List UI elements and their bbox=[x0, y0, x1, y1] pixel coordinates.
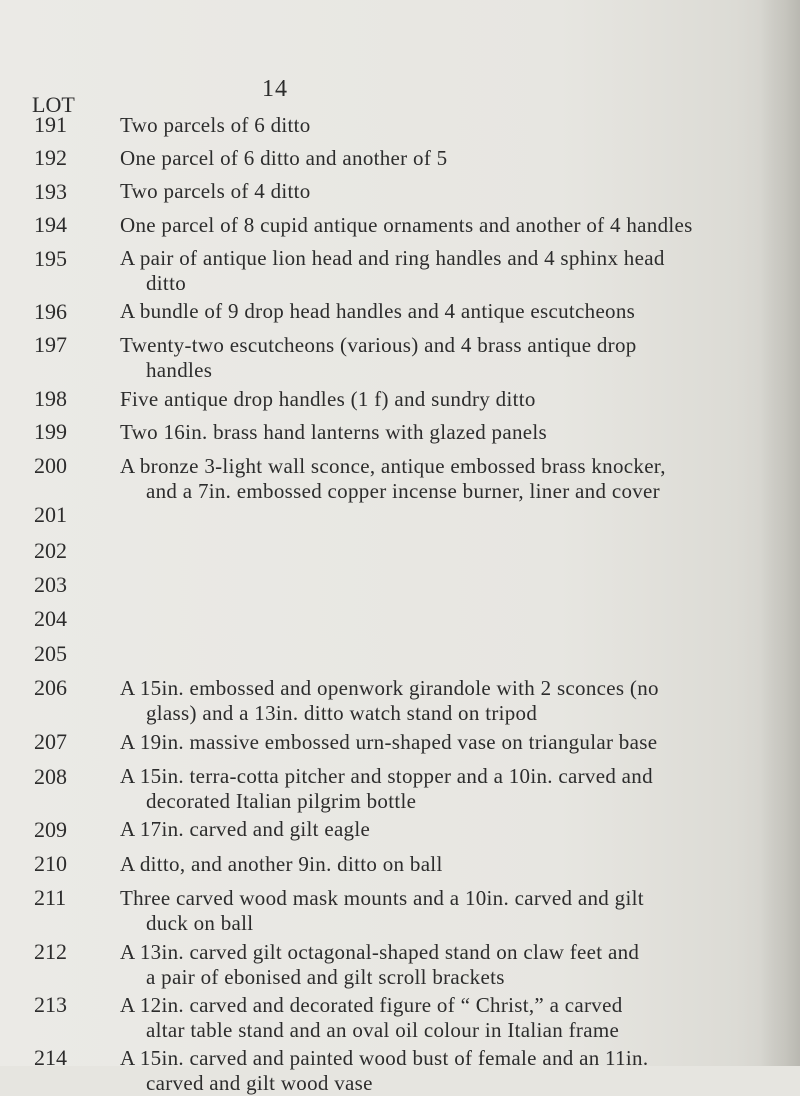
page-edge bbox=[760, 0, 800, 1066]
lot-number: 209 bbox=[34, 817, 67, 842]
lot-description bbox=[120, 676, 760, 726]
lot-number: 192 bbox=[34, 145, 67, 170]
lot-number: 200 bbox=[34, 453, 67, 478]
description-line: and a 7in. embossed copper incense burner, liner and cover bbox=[146, 479, 660, 503]
lot-description bbox=[120, 333, 760, 383]
lot-description bbox=[120, 146, 760, 171]
lot-number: 208 bbox=[34, 764, 67, 789]
lot-number: 199 bbox=[34, 419, 67, 444]
description-line: A bundle of 9 drop head handles and 4 antique escutcheons bbox=[120, 299, 636, 323]
description-line: A 15in. terra-cotta pitcher and stopper and a 10in. carved and bbox=[120, 764, 653, 788]
description-line: Two 16in. brass hand lanterns with glazed panels bbox=[120, 420, 547, 444]
lot-number: 205 bbox=[34, 641, 67, 666]
lot-number: 213 bbox=[34, 992, 67, 1017]
description-line: Five antique drop handles (1 f) and sundry ditto bbox=[120, 387, 536, 411]
description-line: Two parcels of 6 ditto bbox=[120, 113, 311, 137]
lot-number: 207 bbox=[34, 729, 67, 754]
description-line: duck on ball bbox=[146, 911, 254, 935]
description-line: glass) and a 13in. ditto watch stand on tripod bbox=[146, 701, 538, 725]
description-line: carved and gilt wood vase bbox=[146, 1071, 373, 1095]
description-line: A 15in. carved and painted wood bust of female and an 11in. bbox=[120, 1046, 649, 1070]
lot-number: 204 bbox=[34, 606, 67, 631]
description-line: A 15in. embossed and openwork girandole with 2 sconces (no bbox=[120, 676, 659, 700]
lot-number: 212 bbox=[34, 939, 67, 964]
description-line: altar table stand and an oval oil colour in Italian frame bbox=[146, 1018, 620, 1042]
lot-description bbox=[120, 730, 760, 755]
lot-description bbox=[120, 299, 760, 324]
lot-description bbox=[120, 213, 760, 238]
lot-description bbox=[120, 420, 760, 445]
lot-number: 211 bbox=[34, 885, 67, 910]
lot-description bbox=[120, 886, 760, 936]
lot-number: 198 bbox=[34, 386, 67, 411]
lot-description bbox=[120, 817, 760, 842]
lot-description bbox=[120, 852, 760, 877]
lot-number: 202 bbox=[34, 538, 67, 563]
lot-number: 193 bbox=[34, 179, 67, 204]
description-line: Two parcels of 4 ditto bbox=[120, 179, 311, 203]
description-line: handles bbox=[146, 358, 213, 382]
description-line: A 13in. carved gilt octagonal-shaped stand on claw feet and bbox=[120, 940, 640, 964]
description-line: A ditto, and another 9in. ditto on ball bbox=[120, 852, 443, 876]
description-line: A 19in. massive embossed urn-shaped vase on triangular base bbox=[120, 730, 658, 754]
lot-number: 214 bbox=[34, 1045, 67, 1070]
lot-description bbox=[120, 454, 760, 504]
lot-number: 206 bbox=[34, 675, 67, 700]
description-line: decorated Italian pilgrim bottle bbox=[146, 789, 417, 813]
description-line: One parcel of 6 ditto and another of 5 bbox=[120, 146, 448, 170]
description-line: One parcel of 8 cupid antique ornaments and another of 4 handles bbox=[120, 213, 693, 237]
lot-description bbox=[120, 387, 760, 412]
lot-number: 210 bbox=[34, 851, 67, 876]
description-line: ditto bbox=[146, 271, 187, 295]
description-line: A 12in. carved and decorated figure of “ Christ,” a carved bbox=[120, 993, 623, 1017]
lot-column-heading: LOT bbox=[32, 92, 75, 117]
description-line: Three carved wood mask mounts and a 10in. carved and gilt bbox=[120, 886, 644, 910]
lot-description bbox=[120, 993, 760, 1043]
description-line: a pair of ebonised and gilt scroll brackets bbox=[146, 965, 505, 989]
lot-number: 203 bbox=[34, 572, 67, 597]
lot-number: 201 bbox=[34, 502, 67, 527]
lot-number: 196 bbox=[34, 299, 67, 324]
description-line: A 17in. carved and gilt eagle bbox=[120, 817, 371, 841]
page-number: 14 bbox=[262, 76, 288, 102]
lot-number: 197 bbox=[34, 332, 67, 357]
description-line: A pair of antique lion head and ring handles and 4 sphinx head bbox=[120, 246, 665, 270]
lot-number: 194 bbox=[34, 212, 67, 237]
lot-description bbox=[120, 179, 760, 204]
lot-description bbox=[120, 113, 760, 138]
lot-number: 195 bbox=[34, 246, 67, 271]
lot-description bbox=[120, 764, 760, 814]
lot-description bbox=[120, 246, 760, 296]
lot-description bbox=[120, 940, 760, 990]
lot-number: 191 bbox=[34, 112, 67, 137]
description-line: Twenty-two escutcheons (various) and 4 brass antique drop bbox=[120, 333, 637, 357]
description-line: A bronze 3-light wall sconce, antique embossed brass knocker, bbox=[120, 454, 666, 478]
lot-description bbox=[120, 1046, 760, 1096]
